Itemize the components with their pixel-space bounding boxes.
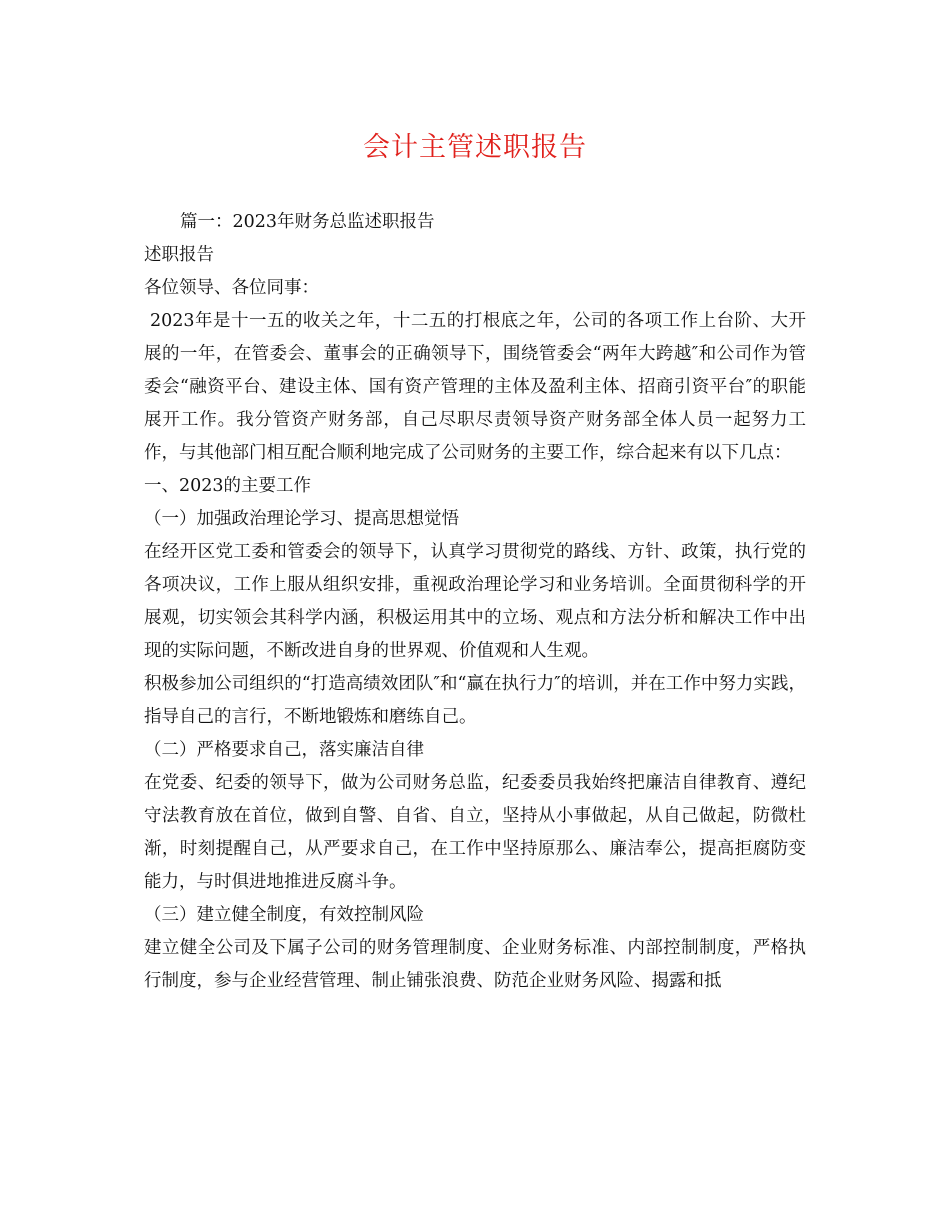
subsection-heading: （三）建立健全制度，有效控制风险 <box>144 905 424 925</box>
paragraph: 积极参加公司组织的“打造高绩效团队″和“赢在执行力″的培训，并在工作中努力实践，指导自己的言行，不断地锻炼和磨练自己。 <box>144 674 806 727</box>
document-body <box>144 206 806 998</box>
paragraph: 在经开区党工委和管委会的领导下，认真学习贯彻党的路线、方针、政策，执行党的各项决议，工作上服从组织安排，重视政治理论学习和业务培训。全面贯彻科学的开展观，切实领会其科学内涵，积极运用其中的立场、观点和方法分析和解决工作中出现的实际问题，不断改进自身的世界观、价值观和人生观。 <box>144 542 806 661</box>
document-title: 会计主管述职报告 <box>363 132 587 163</box>
paragraph: 在党委、纪委的领导下，做为公司财务总监，纪委委员我始终把廉洁自律教育、遵纪守法教育放在首位，做到自警、自省、自立，坚持从小事做起，从自己做起，防微杜渐，时刻提醒自己，从严要求自己，在工作中坚持原那么、廉洁奉公，提高拒腐防变能力，与时俱进地推进反腐斗争。 <box>144 773 806 892</box>
section-label: 述职报告 <box>144 245 214 265</box>
paragraph: 2023年是十一五的收关之年，十二五的打根底之年，公司的各项工作上台阶、大开展的一年，在管委会、董事会的正确领导下，围绕管委会“两年大跨越″和公司作为管委会“融资平台、建设主体、国有资产管理的主体及盈利主体、招商引资平台″的职能展开工作。我分管资产财务部，自己尽职尽责领导资产财务部全体人员一起努力工作，与其他部门相互配合顺利地完成了公司财务的主要工作，综合起来有以下几点： <box>144 311 806 463</box>
paragraph: 建立健全公司及下属子公司的财务管理制度、企业财务标准、内部控制制度，严格执行制度，参与企业经营管理、制止铺张浪费、防范企业财务风险、揭露和抵 <box>144 938 806 991</box>
section-heading: 一、2023的主要工作 <box>144 476 312 496</box>
chapter-heading: 篇一：2023年财务总监述职报告 <box>180 212 435 232</box>
subsection-heading: （一）加强政治理论学习、提高思想觉悟 <box>144 509 459 529</box>
salutation: 各位领导、各位同事： <box>144 278 319 298</box>
subsection-heading: （二）严格要求自己，落实廉洁自律 <box>144 740 424 760</box>
